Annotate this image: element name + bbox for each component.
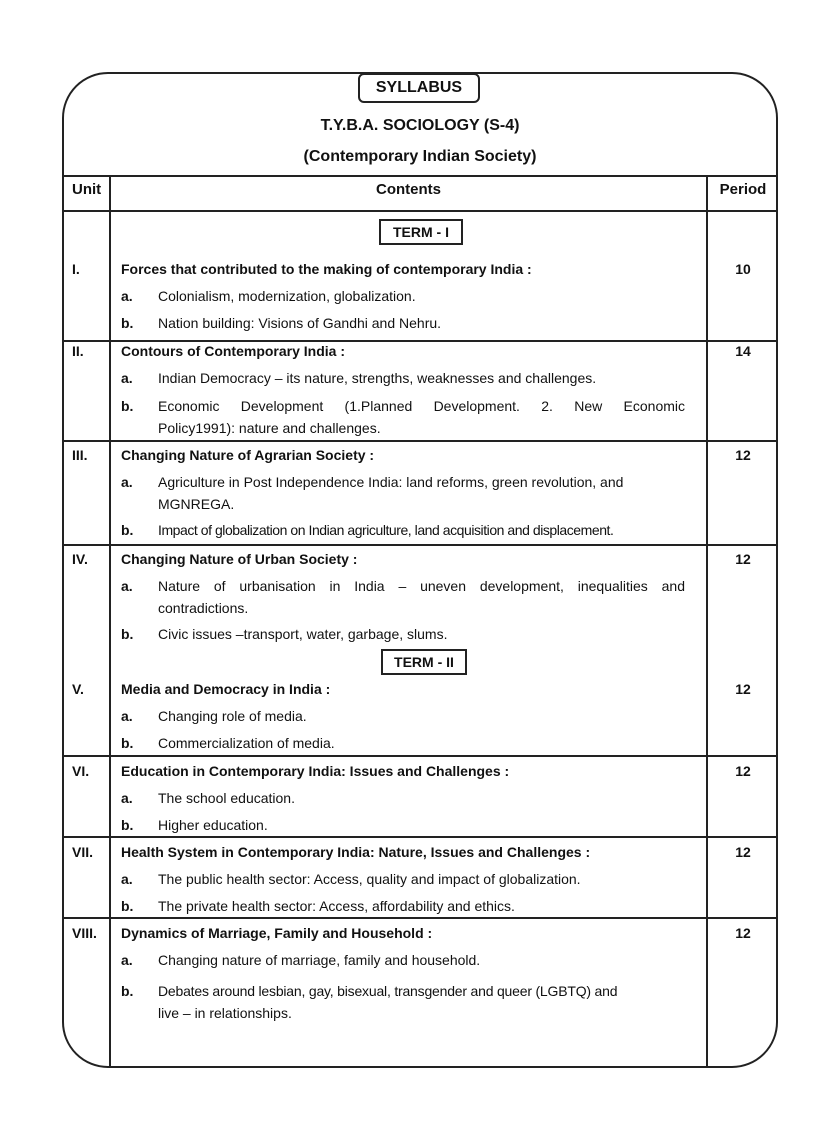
unit-heading: Health System in Contemporary India: Nature, Issues and Challenges : [121,844,591,860]
unit-period: 12 [735,763,751,779]
item-marker: a. [121,790,133,806]
unit-numeral: IV. [72,551,88,567]
item-text: Impact of globalization on Indian agriculture, land acquisition and displacement. [158,522,614,538]
unit-numeral: III. [72,447,88,463]
header-bottom-rule [62,210,778,212]
unit-heading: Forces that contributed to the making of contemporary India : [121,261,532,277]
item-marker: b. [121,398,134,414]
unit-numeral: VIII. [72,925,97,941]
item-text: Policy1991): nature and challenges. [158,420,381,436]
item-marker: a. [121,871,133,887]
item-marker: b. [121,626,134,642]
row-separator [62,340,778,342]
term-1-label: TERM - I [379,219,463,245]
item-marker: b. [121,735,134,751]
header-top-rule [62,175,778,177]
unit-period: 12 [735,844,751,860]
item-text: Nation building: Visions of Gandhi and Nehru. [158,315,442,331]
item-text: Indian Democracy – its nature, strengths, weaknesses and challenges. [158,370,597,386]
unit-period: 10 [735,261,751,277]
unit-heading: Dynamics of Marriage, Family and Household : [121,925,433,941]
course-title: T.Y.B.A. SOCIOLOGY (S-4) [320,117,520,134]
unit-heading: Media and Democracy in India : [121,681,331,697]
item-text: Colonialism, modernization, globalization. [158,288,416,304]
item-marker: b. [121,817,134,833]
unit-numeral: VII. [72,844,94,860]
unit-period: 12 [735,551,751,567]
row-separator [62,440,778,442]
item-marker: b. [121,315,134,331]
item-marker: b. [121,898,134,914]
row-separator [62,755,778,757]
item-text: Civic issues –transport, water, garbage, slums. [158,626,448,642]
row-separator [62,544,778,546]
unit-period: 12 [735,681,751,697]
item-text: The private health sector: Access, affordability and ethics. [158,898,515,914]
item-text: Debates around lesbian, gay, bisexual, transgender and queer (LGBTQ) and [158,983,618,999]
unit-column-rule [109,175,111,1068]
item-marker: a. [121,708,133,724]
col-header-unit: Unit [72,181,102,198]
col-header-period: Period [719,181,767,198]
item-text: Agriculture in Post Independence India: land reforms, green revolution, and [158,474,624,490]
unit-numeral: VI. [72,763,90,779]
term-2-label: TERM - II [381,649,467,675]
unit-period: 12 [735,925,751,941]
item-marker: b. [121,522,134,538]
col-header-contents: Contents [376,181,441,198]
item-text: Nature of urbanisation in India – uneven development, inequalities and [158,578,685,594]
unit-heading: Education in Contemporary India: Issues and Challenges : [121,763,510,779]
item-marker: a. [121,952,133,968]
item-marker: a. [121,578,133,594]
item-text: live – in relationships. [158,1005,292,1021]
syllabus-badge: SYLLABUS [358,73,480,103]
item-text: Higher education. [158,817,268,833]
unit-heading: Changing Nature of Urban Society : [121,551,358,567]
unit-numeral: II. [72,343,84,359]
item-marker: a. [121,370,133,386]
item-text: Changing role of media. [158,708,307,724]
unit-numeral: I. [72,261,80,277]
course-subtitle: (Contemporary Indian Society) [303,148,537,165]
unit-heading: Changing Nature of Agrarian Society : [121,447,375,463]
item-text: The public health sector: Access, quality and impact of globalization. [158,871,581,887]
item-marker: b. [121,983,134,999]
item-marker: a. [121,288,133,304]
unit-heading: Contours of Contemporary India : [121,343,345,359]
item-text: Commercialization of media. [158,735,335,751]
item-text: MGNREGA. [158,496,235,512]
unit-period: 14 [735,343,751,359]
unit-period: 12 [735,447,751,463]
item-text: Changing nature of marriage, family and household. [158,952,481,968]
item-text: The school education. [158,790,295,806]
item-text: contradictions. [158,600,249,616]
item-text: Economic Development (1.Planned Development. 2. New Economic [158,398,685,414]
row-separator [62,836,778,838]
item-marker: a. [121,474,133,490]
row-separator [62,917,778,919]
unit-numeral: V. [72,681,84,697]
